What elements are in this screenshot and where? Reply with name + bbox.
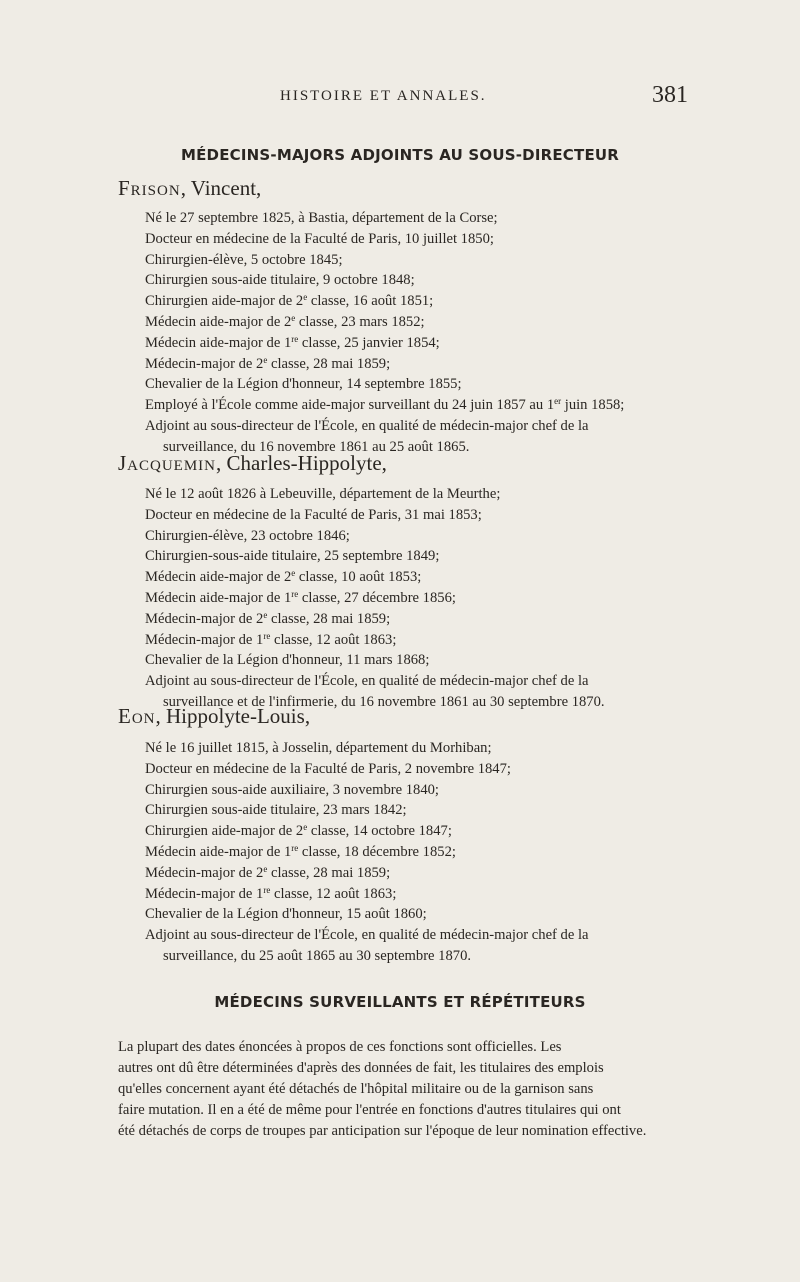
running-title: HISTOIRE ET ANNALES.: [280, 88, 487, 104]
page-number: 381: [652, 82, 688, 108]
entry-line: Chirurgien aide-major de 2e classe, 16 août 1851;: [145, 292, 434, 310]
entry-surname: Jacquemin: [118, 451, 217, 475]
entry-line: Adjoint au sous-directeur de l'École, en qualité de médecin-major chef de la: [145, 417, 589, 434]
entry-heading-eon: [118, 704, 310, 729]
entry-line: Médecin aide-major de 2e classe, 23 mars 1852;: [145, 312, 425, 330]
paragraph-line: faire mutation. Il en a été de même pour l'entrée en fonctions d'autres titulaires qui ont: [118, 1102, 621, 1118]
entry-line: surveillance, du 16 novembre 1861 au 25 août 1865.: [163, 438, 470, 455]
entry-line: Adjoint au sous-directeur de l'École, en qualité de médecin-major chef de la: [145, 673, 589, 690]
entry-given-names: , Charles-Hippolyte,: [216, 451, 387, 475]
entry-line: Chirurgien-sous-aide titulaire, 25 septembre 1849;: [145, 548, 440, 565]
entry-line: Médecin-major de 2e classe, 28 mai 1859;: [145, 863, 391, 881]
entry-line: Chirurgien sous-aide titulaire, 23 mars 1842;: [145, 802, 407, 819]
section-title-surveillants: MÉDECINS SURVEILLANTS ET RÉPÉTITEURS: [214, 993, 586, 1011]
entry-heading-frison: [118, 176, 261, 201]
entry-line: Adjoint au sous-directeur de l'École, en qualité de médecin-major chef de la: [145, 927, 589, 944]
entry-heading-jacquemin: [118, 451, 387, 476]
entry-line: Médecin-major de 2e classe, 28 mai 1859;: [145, 354, 391, 372]
entry-line: Chevalier de la Légion d'honneur, 14 septembre 1855;: [145, 376, 462, 393]
entry-line: Médecin aide-major de 1re classe, 25 janvier 1854;: [145, 333, 440, 351]
entry-line: surveillance, du 25 août 1865 au 30 septembre 1870.: [163, 947, 472, 964]
entry-details-jacquemin: [145, 484, 765, 713]
entry-line: Chirurgien-élève, 5 octobre 1845;: [145, 251, 343, 268]
entry-line: Né le 12 août 1826 à Lebeuville, département de la Meurthe;: [145, 486, 501, 502]
paragraph-line: qu'elles concernent ayant été détachés de l'hôpital militaire ou de la garnison sans: [118, 1081, 594, 1097]
entry-given-names: , Vincent,: [180, 176, 262, 200]
paragraph-line: été détachés de corps de troupes par anticipation sur l'époque de leur nomination effective.: [118, 1123, 647, 1139]
entry-line: Employé à l'École comme aide-major surveillant du 24 juin 1857 au 1er juin 1858;: [145, 396, 625, 414]
entry-details-eon: [145, 738, 765, 967]
entry-line: Docteur en médecine de la Faculté de Paris, 31 mai 1853;: [145, 506, 482, 523]
entry-line: Médecin-major de 2e classe, 28 mai 1859;: [145, 609, 391, 627]
entry-line: Né le 16 juillet 1815, à Josselin, département du Morhiban;: [145, 740, 492, 756]
explanatory-paragraph: [118, 1037, 758, 1142]
entry-line: Docteur en médecine de la Faculté de Paris, 10 juillet 1850;: [145, 230, 494, 247]
entry-line: Médecin-major de 1re classe, 12 août 1863;: [145, 630, 397, 648]
running-header: [0, 82, 800, 112]
entry-line: Chirurgien sous-aide auxiliaire, 3 novembre 1840;: [145, 781, 439, 798]
entry-details-frison: [145, 208, 765, 458]
entry-surname: Frison: [118, 176, 181, 200]
paragraph-line: La plupart des dates énoncées à propos de ces fonctions sont officielles. Les: [118, 1039, 562, 1055]
entry-line: Chirurgien-élève, 23 octobre 1846;: [145, 527, 350, 544]
entry-line: Médecin aide-major de 2e classe, 10 août 1853;: [145, 568, 422, 586]
paragraph-line: autres ont dû être déterminées d'après des données de fait, les titulaires des emplois: [118, 1060, 604, 1076]
entry-line: Docteur en médecine de la Faculté de Paris, 2 novembre 1847;: [145, 760, 511, 777]
entry-line: Chirurgien sous-aide titulaire, 9 octobre 1848;: [145, 272, 415, 289]
section-title-medecins-majors: MÉDECINS-MAJORS ADJOINTS AU SOUS-DIRECTEUR: [180, 146, 620, 164]
entry-line: Médecin aide-major de 1re classe, 18 décembre 1852;: [145, 842, 456, 860]
entry-line: Médecin-major de 1re classe, 12 août 1863;: [145, 884, 397, 902]
entry-surname: Eon: [118, 704, 156, 728]
entry-line: Né le 27 septembre 1825, à Bastia, département de la Corse;: [145, 210, 498, 226]
entry-line: Médecin aide-major de 1re classe, 27 décembre 1856;: [145, 588, 456, 606]
entry-line: surveillance et de l'infirmerie, du 16 novembre 1861 au 30 septembre 1870.: [163, 693, 605, 710]
entry-given-names: , Hippolyte-Louis,: [155, 704, 311, 728]
entry-line: Chevalier de la Légion d'honneur, 11 mars 1868;: [145, 652, 430, 669]
entry-line: Chevalier de la Légion d'honneur, 15 août 1860;: [145, 906, 427, 923]
entry-line: Chirurgien aide-major de 2e classe, 14 octobre 1847;: [145, 822, 452, 840]
